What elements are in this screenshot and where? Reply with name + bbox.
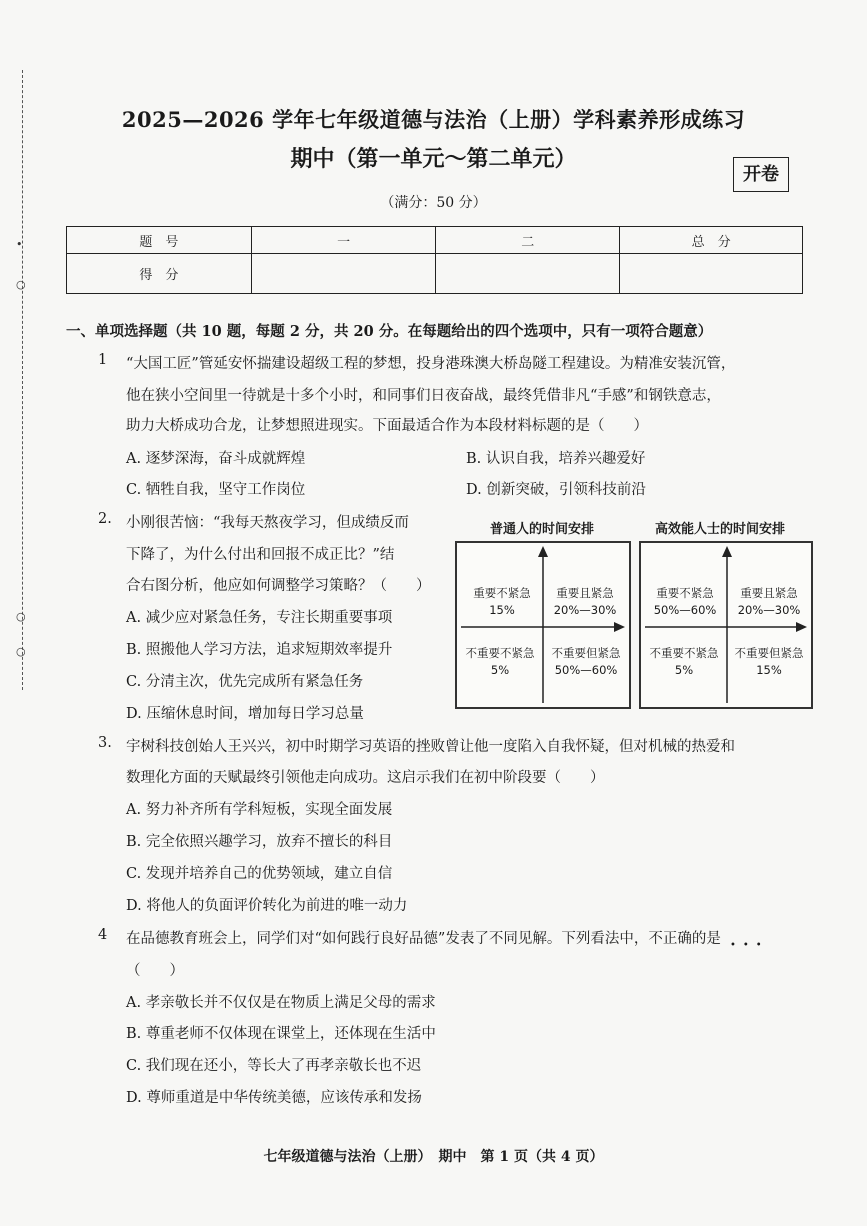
option-b[interactable]: B. 尊重老师不仅体现在课堂上，还体现在生活中 bbox=[126, 1026, 436, 1042]
question-text-line: （ ） bbox=[126, 963, 184, 979]
binding-mark: ○ bbox=[16, 278, 26, 291]
score-header-cell: 总 分 bbox=[620, 227, 803, 254]
option-c[interactable]: C. 牺牲自我，坚守工作岗位 bbox=[126, 482, 306, 498]
chart-title: 高效能人士的时间安排 bbox=[655, 522, 786, 537]
option-a[interactable]: A. 努力补齐所有学科短板，实现全面发展 bbox=[126, 802, 393, 818]
option-d[interactable]: D. 压缩休息时间，增加每日学习总量 bbox=[126, 706, 364, 722]
quadrant-important-urgent: 重要且紧急 20%—30% bbox=[737, 586, 801, 617]
question-text-line: 宇树科技创始人王兴兴，初中时期学习英语的挫败曾让他一度陷入自我怀疑，但对机械的热爱和 bbox=[126, 739, 735, 755]
option-d[interactable]: D. 创新突破，引领科技前沿 bbox=[466, 482, 646, 498]
quadrant-unimportant-not-urgent: 不重要不紧急 5% bbox=[465, 646, 535, 677]
question-number: 1 bbox=[98, 352, 108, 368]
time-quadrant-chart-normal bbox=[455, 541, 631, 709]
question-text-line: 他在狭小空间里一待就是十多个小时，和同事们日夜奋战，最终凭借非凡“手感”和钢铁意志， bbox=[126, 388, 721, 404]
full-score-note: （满分：50 分） bbox=[380, 195, 487, 211]
score-entry-cell[interactable] bbox=[251, 254, 436, 294]
question-number: 2. bbox=[98, 511, 112, 527]
exam-title: 2025—2026 学年七年级道德与法治（上册）学科素养形成练习 bbox=[121, 107, 746, 132]
quadrant-important-not-urgent: 重要不紧急 50%—60% bbox=[653, 586, 717, 617]
option-c[interactable]: C. 我们现在还小，等长大了再孝亲敬长也不迟 bbox=[126, 1058, 422, 1074]
question-text-line: 在品德教育班会上，同学们对“如何践行良好品德”发表了不同见解。下列看法中，不正确的是 bbox=[126, 931, 721, 947]
question-text-line: 数理化方面的天赋最终引领他走向成功。这启示我们在初中阶段要（ ） bbox=[126, 770, 605, 786]
quadrant-important-urgent: 重要且紧急 20%—30% bbox=[553, 586, 617, 617]
time-quadrant-chart-efficient bbox=[639, 541, 813, 709]
score-header-cell: 二 bbox=[436, 227, 620, 254]
binding-mark: ○ bbox=[16, 610, 26, 623]
score-entry-cell[interactable] bbox=[620, 254, 803, 294]
score-header-cell: 题 号 bbox=[67, 227, 252, 254]
question-text-line: “大国工匠”管延安怀揣建设超级工程的梦想，投身港珠澳大桥岛隧工程建设。为精准安装沉管， bbox=[126, 356, 736, 372]
option-a[interactable]: A. 逐梦深海，奋斗成就辉煌 bbox=[126, 451, 306, 467]
score-label-cell: 得 分 bbox=[67, 254, 252, 294]
option-d[interactable]: D. 将他人的负面评价转化为前进的唯一动力 bbox=[126, 898, 408, 914]
option-c[interactable]: C. 分清主次，优先完成所有紧急任务 bbox=[126, 674, 364, 690]
binding-mark: ○ bbox=[16, 645, 26, 658]
quadrant-axes bbox=[457, 543, 629, 707]
option-b[interactable]: B. 认识自我，培养兴趣爱好 bbox=[466, 451, 646, 467]
option-b[interactable]: B. 照搬他人学习方法，追求短期效率提升 bbox=[126, 642, 393, 658]
question-number: 3. bbox=[98, 735, 112, 751]
option-b[interactable]: B. 完全依照兴趣学习，放弃不擅长的科目 bbox=[126, 834, 393, 850]
quadrant-unimportant-not-urgent: 不重要不紧急 5% bbox=[649, 646, 719, 677]
exam-subtitle: 期中（第一单元～第二单元） bbox=[290, 146, 577, 172]
quadrant-unimportant-urgent: 不重要但紧急 50%—60% bbox=[551, 646, 621, 677]
chart-title: 普通人的时间安排 bbox=[490, 522, 595, 537]
question-text-line: 下降了，为什么付出和回报不成正比？”结 bbox=[126, 547, 395, 563]
option-c[interactable]: C. 发现并培养自己的优势领域，建立自信 bbox=[126, 866, 393, 882]
quadrant-unimportant-urgent: 不重要但紧急 15% bbox=[734, 646, 804, 677]
option-d[interactable]: D. 尊师重道是中华传统美德，应该传承和发扬 bbox=[126, 1090, 422, 1106]
question-text-line: 助力大桥成功合龙，让梦想照进现实。下面最适合作为本段材料标题的是（ ） bbox=[126, 418, 648, 434]
option-a[interactable]: A. 孝亲敬长并不仅仅是在物质上满足父母的需求 bbox=[126, 995, 436, 1011]
question-number: 4 bbox=[98, 927, 108, 943]
quadrant-axes bbox=[641, 543, 811, 707]
question-text-line: 合右图分析，他应如何调整学习策略？（ ） bbox=[126, 578, 431, 594]
emphasis-dots: ••• bbox=[730, 940, 769, 951]
quadrant-important-not-urgent: 重要不紧急 15% bbox=[473, 586, 531, 617]
score-entry-cell[interactable] bbox=[436, 254, 620, 294]
binding-mark: • bbox=[16, 238, 23, 251]
page-footer: 七年级道德与法治（上册） 期中 第 1 页（共 4 页） bbox=[263, 1149, 604, 1165]
score-table bbox=[66, 226, 803, 294]
question-text-line: 小刚很苦恼：“我每天熬夜学习，但成绩反而 bbox=[126, 515, 409, 531]
score-header-cell: 一 bbox=[251, 227, 436, 254]
section-heading: 一、单项选择题（共 10 题，每题 2 分，共 20 分。在每题给出的四个选项中，只有一项符合题意） bbox=[66, 323, 713, 340]
open-book-badge: 开卷 bbox=[733, 157, 789, 192]
option-a[interactable]: A. 减少应对紧急任务，专注长期重要事项 bbox=[126, 610, 393, 626]
